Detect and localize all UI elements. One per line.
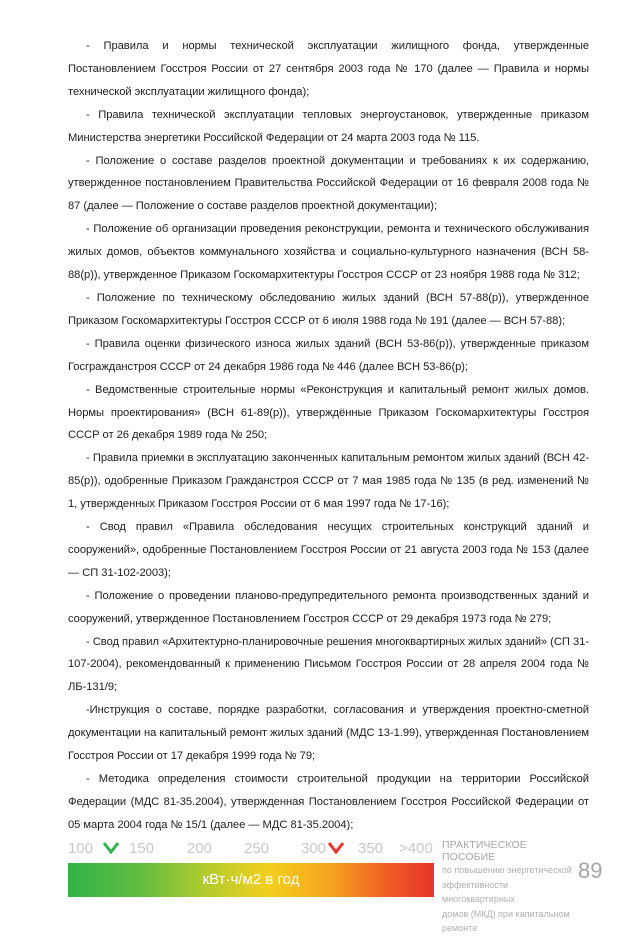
energy-gradient-bar xyxy=(68,863,434,897)
red-check-marker-icon xyxy=(328,842,344,857)
scale-tick: 250 xyxy=(244,840,270,857)
guide-subtitle-line: эффективности многоквартирных xyxy=(442,879,515,904)
scale-tick: 200 xyxy=(187,840,213,857)
list-item: - Ведомственные строительные нормы «Реконструкция и капитальный ремонт жилых домов. Нормы проектирования» (ВСН 61-89(р)), утверждённые Приказом Госкомархитектуры Госстроя СССР от 26 декабря 1989 года № 250; xyxy=(68,383,589,442)
scale-tick: 150 xyxy=(129,840,155,857)
scale-tick: 350 xyxy=(358,840,384,857)
main-text xyxy=(68,35,589,837)
list-item: - Методика определения стоимости строительной продукции на территории Российской Федерации (МДС 81-35.2004), утвержденная Постановлением Госстроя Российской Федерации от 05 марта 2004 года № 15/1 (далее — МДС 81-35.2004); xyxy=(68,773,589,831)
list-item: - Правила приемки в эксплуатацию законченных капитальным ремонтом жилых зданий (ВСН 42-85(р)), одобренные Приказом Гражданстроя СССР от 7 мая 1985 года № 135 (в ред. изменений № 1, утвержденных Приказом Госстроя России от 6 мая 1997 года № 17-16); xyxy=(68,452,589,511)
list-item: - Свод правил «Архитектурно-планировочные решения многоквартирных жилых зданий» (СП 31-107-2004), рекомендованный к применению Письмом Госстроя России от 28 апреля 2004 года № ЛБ-131/9; xyxy=(68,635,589,694)
list-item: - Положение о составе разделов проектной документации и требованиях к их содержанию, утвержденное постановлением Правительства Российской Федерации от 16 февраля 2008 года № 87 (далее — Положение о составе разделов проектной документации); xyxy=(68,154,589,213)
page-footer xyxy=(68,838,605,933)
list-item: - Свод правил «Правила обследования несущих строительных конструкций зданий и сооружений», одобренные Постановлением Госстроя России от 21 августа 2003 года № 153 (далее — СП 31-102-2003); xyxy=(68,521,589,579)
list-item: - Положение об организации проведения реконструкции, ремонта и технического обслуживания жилых домов, объектов коммунального хозяйства и социально-культурного назначения (ВСН 58-88(р)), утвержденное Приказом Госкомархитектуры Госстроя СССР от 23 ноября 1988 года № 312; xyxy=(68,223,589,282)
energy-scale xyxy=(68,838,434,898)
scale-tick: 300 xyxy=(301,840,327,857)
guide-subtitle-line: по повышению энергетической xyxy=(442,865,572,875)
guide-title: ПРАКТИЧЕСКОЕ ПОСОБИЕ xyxy=(442,839,527,863)
guide-subtitle-line: домов (МКД) при капитальном ремонте xyxy=(442,908,570,933)
page-number: 89 xyxy=(578,858,603,883)
list-item: - Правила и нормы технической эксплуатации жилищного фонда, утвержденные Постановлением Госстроя России от 27 сентября 2003 года № 170 (далее — Правила и нормы технической эксплуатации жилищного фонда); xyxy=(68,40,589,98)
guide-caption xyxy=(442,838,574,936)
scale-labels xyxy=(68,838,434,860)
green-check-marker-icon xyxy=(103,842,119,857)
list-item: -Инструкция о составе, порядке разработки, согласования и утверждения проектно-сметной документации на капитальный ремонт жилых зданий (МДС 13-1.99), утвержденная Постановлением Госстроя России от 17 декабря 1999 года № 79; xyxy=(68,704,589,763)
scale-tick: 100 xyxy=(68,840,94,857)
list-item: - Правила оценки физического износа жилых зданий (ВСН 53-86(р)), утвержденные приказом Госгражданстроя СССР от 24 декабря 1986 года № 446 (далее ВСН 53-86(р); xyxy=(68,337,589,373)
list-item: - Положение о проведении планово-предупредительного ремонта производственных зданий и сооружений, утвержденное Постановлением Госстроя СССР от 29 декабря 1973 года № 279; xyxy=(68,589,589,625)
scale-tick: >400 xyxy=(399,840,433,857)
bar-label: кВт·ч/м2 в год xyxy=(202,871,300,888)
list-item: - Правила технической эксплуатации тепловых энергоустановок, утвержденные приказом Министерства энергетики Российской Федерации от 24 марта 2003 года № 115. xyxy=(68,108,589,144)
list-item: - Положение по техническому обследованию жилых зданий (ВСН 57-88(р)), утвержденное Приказом Госкомархитектуры Госстроя СССР от 6 июля 1988 года № 191 (далее — ВСН 57-88); xyxy=(68,291,589,327)
